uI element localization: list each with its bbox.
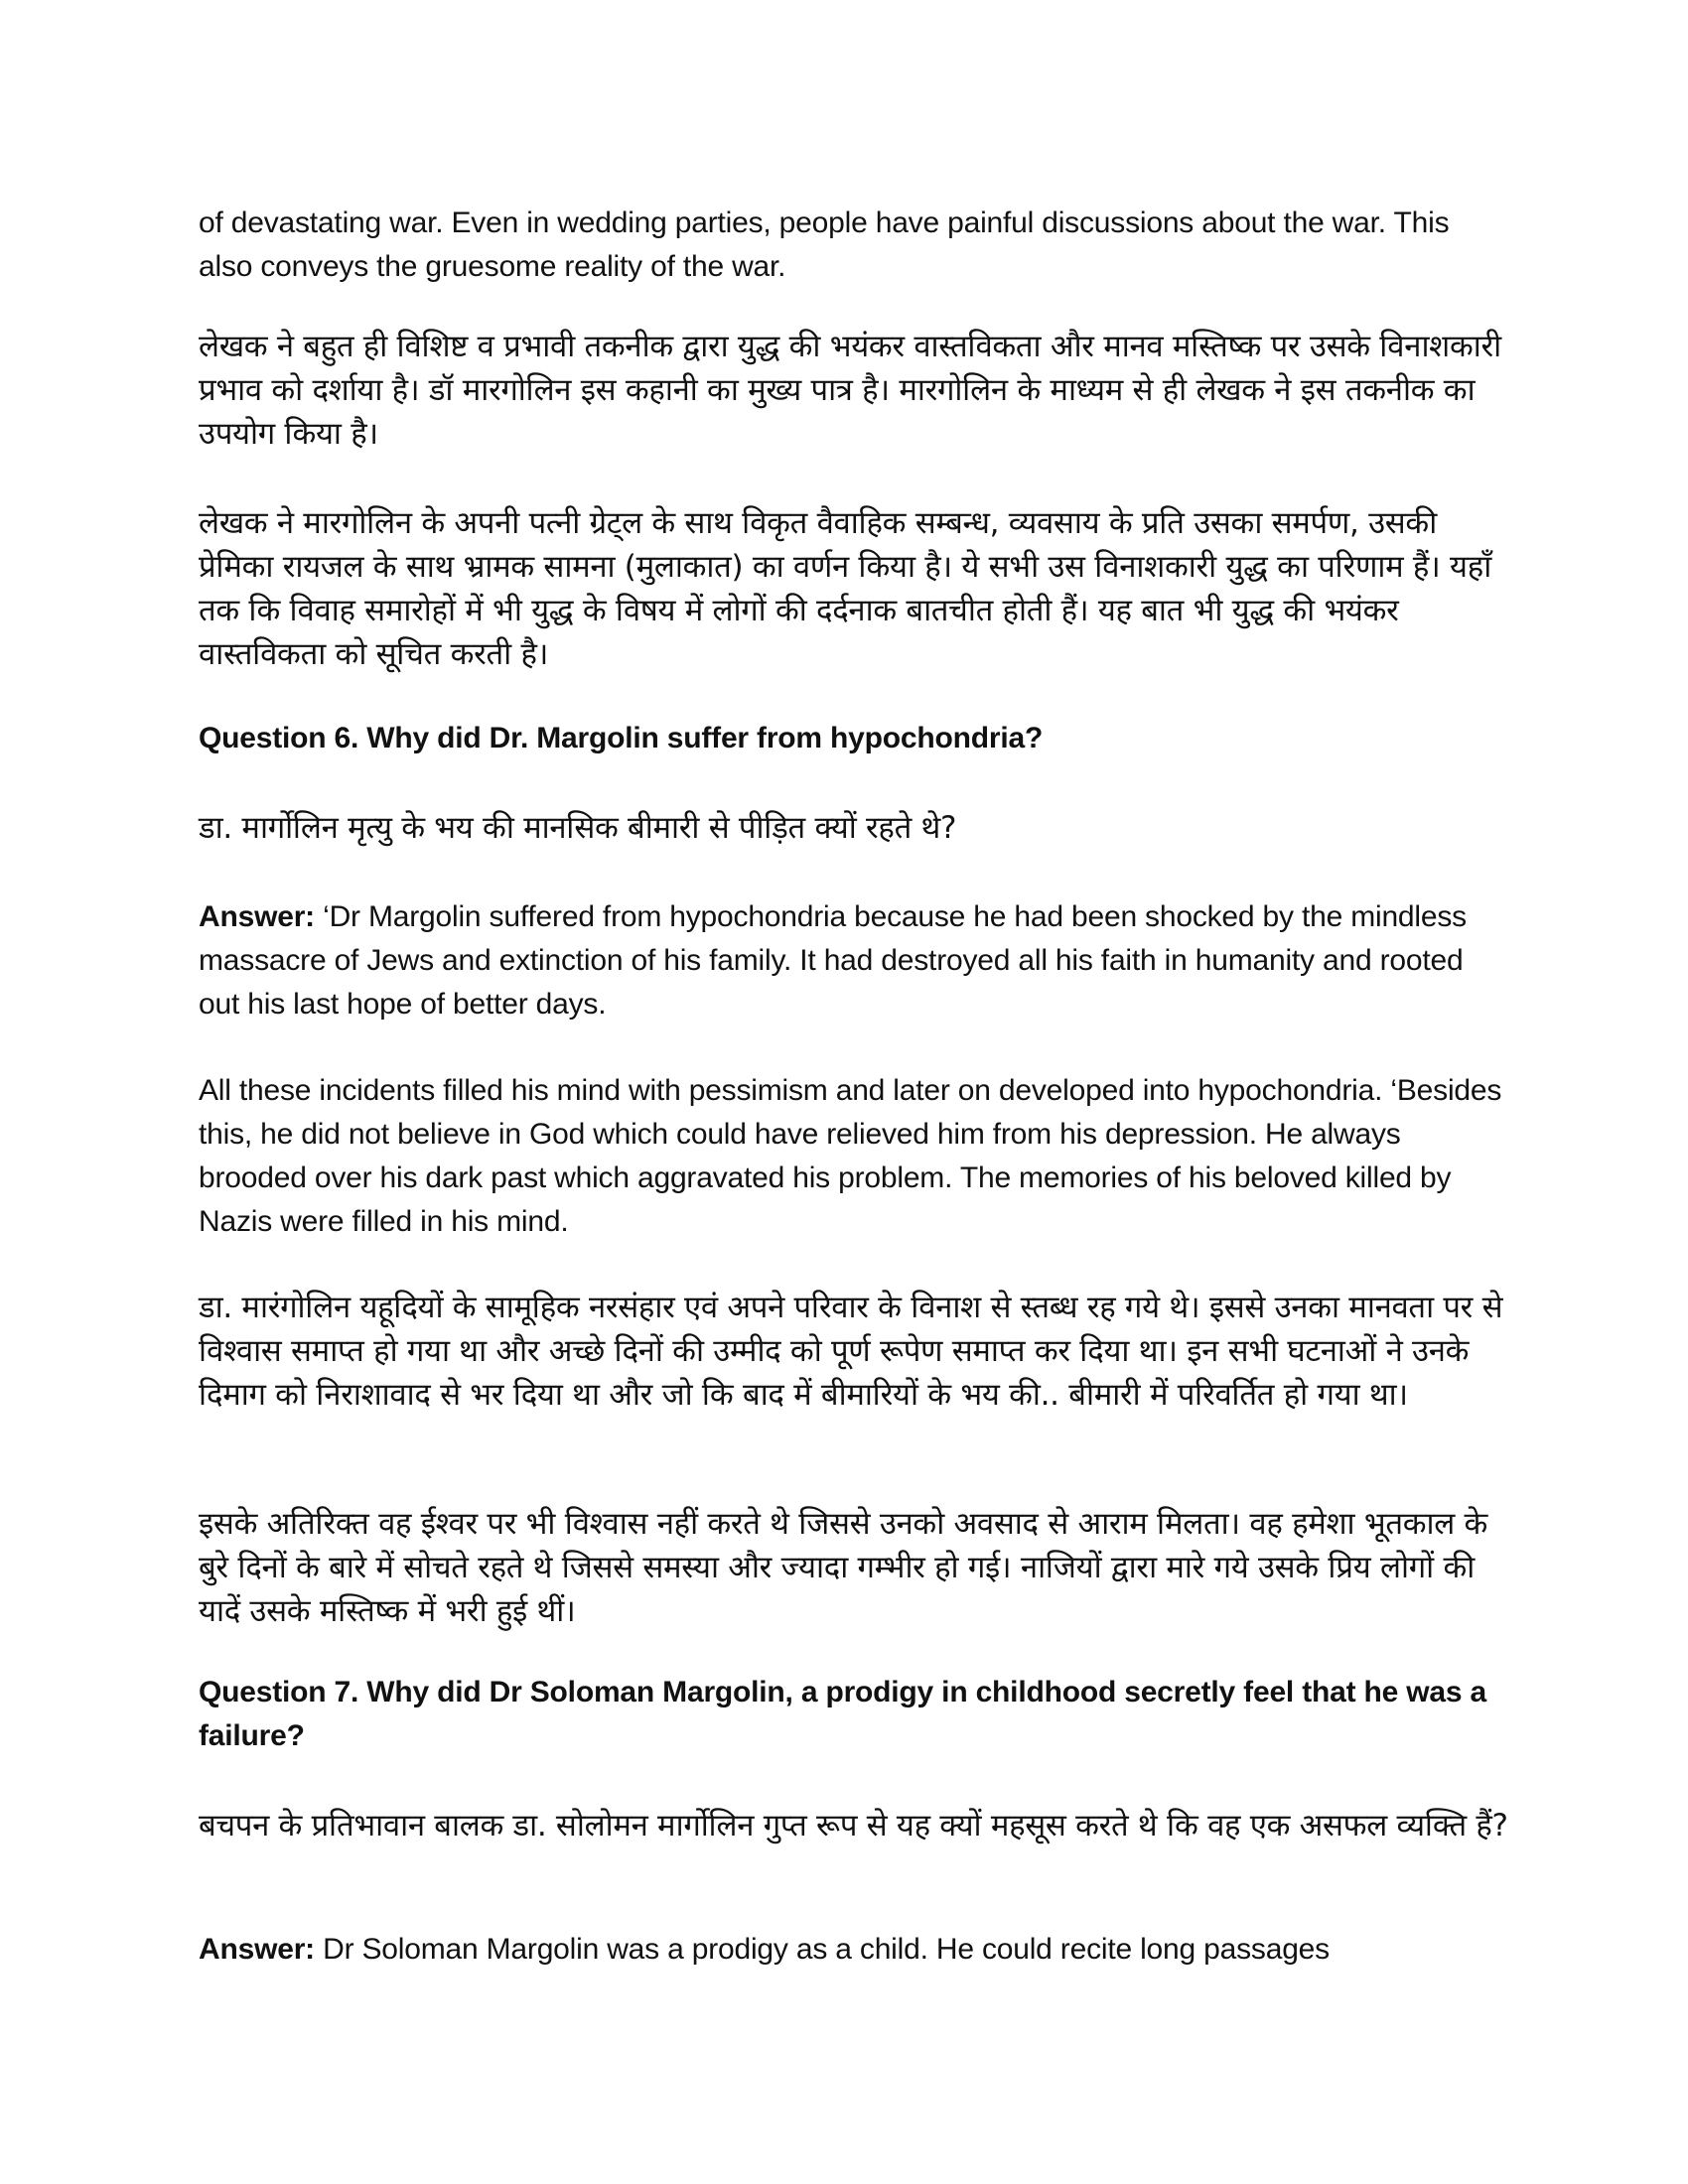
answer-label: Answer: <box>199 900 315 933</box>
answer-text: ‘Dr Margolin suffered from hypochondria because he had been shocked by the mindless massacre of Jews and extinction of his family. It had destroyed all his faith in humanity and rooted out his last hope of better days. <box>199 900 1467 1021</box>
question-7-answer-1 <box>199 1928 1509 1972</box>
answer-label: Answer: <box>199 1933 315 1966</box>
intro-paragraph-english: of devastating war. Even in wedding parties, people have painful discussions about the war. This also conveys the gruesome reality of the war. <box>199 206 1450 283</box>
question-7-hindi: बचपन के प्रतिभावान बालक डा. सोलोमन मार्गोलिन गुप्त रूप से यह क्यों महसूस करते थे कि वह एक असफल व्यक्ति हैं? <box>199 1808 1508 1843</box>
question-6-answer-hindi-2: इसके अतिरिक्त वह ईश्वर पर भी विश्वास नहीं करते थे जिससे उनको अवसाद से आराम मिलता। वह हमेशा भूतकाल के बुरे दिनों के बारे में सोचते रहते थे जिससे समस्या और ज्यादा गम्भीर हो गई। नाजियों द्वारा मारे गये उसके प्रिय लोगों की यादें उसके मस्तिष्क में भरी हुई थीं। <box>199 1506 1488 1629</box>
answer-text: Dr Soloman Margolin was a prodigy as a child. He could recite long passages <box>314 1933 1330 1966</box>
question-6-answer-2: All these incidents filled his mind with pessimism and later on developed into hypochondria. ‘Besides this, he did not believe in God which could have relieved him from his depression. He always brooded over his dark past which aggravated his problem. The memories of his beloved killed by Nazis were filled in his mind. <box>199 1074 1502 1238</box>
intro-paragraph-hindi-2: लेखक ने मारगोलिन के अपनी पत्नी ग्रेट्ल के साथ विकृत वैवाहिक सम्बन्ध, व्यवसाय के प्रति उसका समर्पण, उसकी प्रेमिका रायजल के साथ भ्रामक सामना (मुलाकात) का वर्णन किया है। ये सभी उस विनाशकारी युद्ध का परिणाम हैं। यहाँ तक कि विवाह समारोहों में भी युद्ध के विषय में लोगों की दर्दनाक बातचीत होती हैं। यह बात भी युद्ध की भयंकर वास्तविकता को सूचित करती है। <box>199 505 1491 672</box>
intro-paragraph-hindi-1: लेखक ने बहुत ही विशिष्ट व प्रभावी तकनीक द्वारा युद्ध की भयंकर वास्तविकता और मानव मस्तिष्क पर उसके विनाशकारी प्रभाव को दर्शाया है। डॉ मारगोलिन इस कहानी का मुख्य पात्र है। मारगोलिन के माध्यम से ही लेखक ने इस तकनीक का उपयोग किया है। <box>199 329 1501 452</box>
question-6-hindi: डा. मार्गोलिन मृत्यु के भय की मानसिक बीमारी से पीड़ित क्यों रहते थे? <box>199 810 957 846</box>
question-6-answer-1 <box>199 895 1509 1026</box>
question-6-answer-hindi-1: डा. मारंगोलिन यहूदियों के सामूहिक नरसंहार एवं अपने परिवार के विनाश से स्तब्ध रह गये थे। इससे उनका मानवता पर से विश्वास समाप्त हो गया था और अच्छे दिनों की उम्मीद को पूर्ण रूपेण समाप्त कर दिया था। इन सभी घटनाओं ने उनके दिमाग को निराशावाद से भर दिया था और जो कि बाद में बीमारियों के भय की.. बीमारी में परिवर्तित हो गया था। <box>199 1290 1503 1413</box>
question-7-heading: Question 7. Why did Dr Soloman Margolin, a prodigy in childhood secretly feel that he was a failure? <box>199 1676 1486 1752</box>
question-6-heading: Question 6. Why did Dr. Margolin suffer from hypochondria? <box>199 722 1044 754</box>
